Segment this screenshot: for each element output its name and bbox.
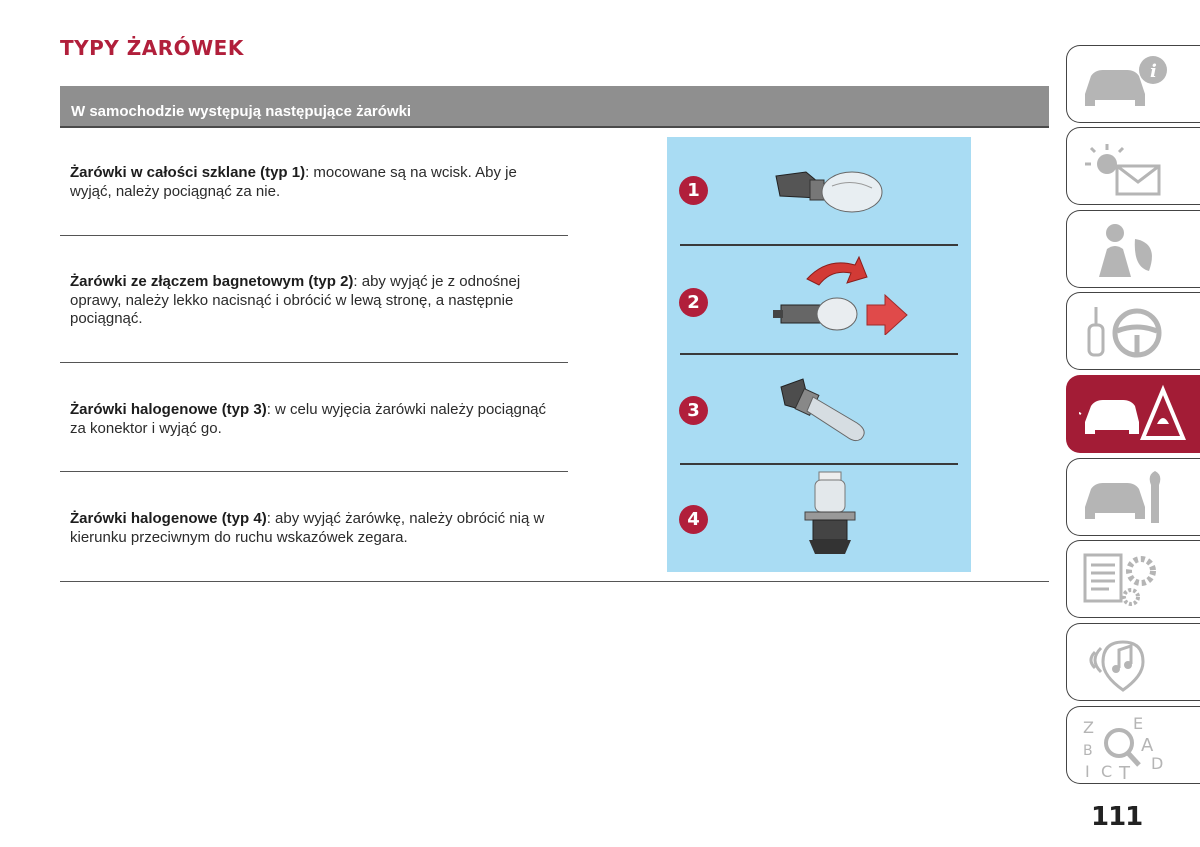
multimedia-icon (1079, 632, 1169, 692)
bulb-type-3-description (70, 401, 558, 438)
bulb-type-3-text: : w celu wyjęcia żarówki należy pociągnąć za konektor i wyjąć go. (70, 401, 546, 437)
lights-message-icon (1079, 136, 1169, 196)
badge-4: 4 (679, 505, 708, 534)
badge-1: 1 (679, 176, 708, 205)
sidebar-tab-emergency[interactable] (1066, 375, 1200, 453)
index-letter: I (1085, 762, 1090, 779)
index-letter: Z (1083, 718, 1094, 737)
bulb-type-2-text: : aby wyjąć je z odnośnej oprawy, należy lekko nacisnąć i obrócić w lewą stronę, a następnie pociągnąć. (70, 273, 521, 327)
bulb-type-3-name: Żarówki halogenowe (typ 3) (70, 401, 267, 418)
sidebar-tab-multimedia[interactable] (1066, 623, 1200, 701)
airbag-safety-icon (1079, 219, 1169, 279)
bulb-type-1-text: : mocowane są na wcisk. Aby je wyjąć, należy pociągnąć za nie. (70, 164, 517, 200)
table-header-label: W samochodzie występują następujące żarówki (71, 103, 412, 120)
sidebar-tab-technical-data[interactable] (1066, 540, 1200, 618)
table-bottom-rule (60, 581, 1049, 582)
bulb-type-2-description (70, 273, 558, 329)
sidebar-tab-start-driving[interactable] (1066, 292, 1200, 370)
bayonet-bulb-icon (767, 255, 917, 335)
halogen-bulb-type-3-icon (777, 375, 877, 445)
index-letter: B (1083, 743, 1093, 759)
index-letter: D (1151, 754, 1164, 773)
sidebar-tab-maintenance[interactable] (1066, 458, 1200, 536)
bulb-type-4-text: : aby wyjąć żarówkę, należy obrócić nią w kierunku przeciwnym do ruchu wskazówek zegara. (70, 510, 545, 546)
car-breakdown-warning-icon (1079, 384, 1189, 448)
bulb-type-1-name: Żarówki w całości szklane (typ 1) (70, 164, 306, 181)
bulb-type-1-description (70, 164, 558, 201)
index-search-icon (1079, 715, 1179, 779)
page-number: 111 (1091, 802, 1143, 832)
bulb-type-4-description (70, 510, 558, 547)
key-steering-wheel-icon (1079, 301, 1169, 361)
sidebar-tab-car-info[interactable] (1066, 45, 1200, 123)
figure-divider (680, 463, 958, 465)
svg-text:i: i (1150, 61, 1157, 82)
index-letter: C (1101, 762, 1113, 779)
badge-3: 3 (679, 396, 708, 425)
table-header (60, 86, 1049, 128)
page-title: TYPY ŻARÓWEK (60, 36, 244, 60)
specs-gears-icon (1079, 549, 1169, 609)
car-info-icon (1079, 54, 1169, 114)
row-divider (60, 362, 568, 363)
index-letter: E (1133, 715, 1144, 733)
car-wrench-icon (1079, 467, 1169, 527)
sidebar-tab-lights-messages[interactable] (1066, 127, 1200, 205)
index-letter: T (1119, 763, 1130, 779)
bulb-types-figure (667, 137, 971, 572)
badge-2: 2 (679, 288, 708, 317)
row-divider (60, 235, 568, 236)
bulb-type-4-name: Żarówki halogenowe (typ 4) (70, 510, 267, 527)
figure-divider (680, 244, 958, 246)
row-divider (60, 471, 568, 472)
halogen-bulb-type-4-icon (795, 470, 865, 560)
figure-divider (680, 353, 958, 355)
sidebar-tab-safety[interactable] (1066, 210, 1200, 288)
sidebar-tab-index[interactable] (1066, 706, 1200, 784)
index-letter: A (1141, 735, 1154, 756)
bulb-type-2-name: Żarówki ze złączem bagnetowym (typ 2) (70, 273, 354, 290)
wedge-bulb-icon (770, 162, 890, 222)
